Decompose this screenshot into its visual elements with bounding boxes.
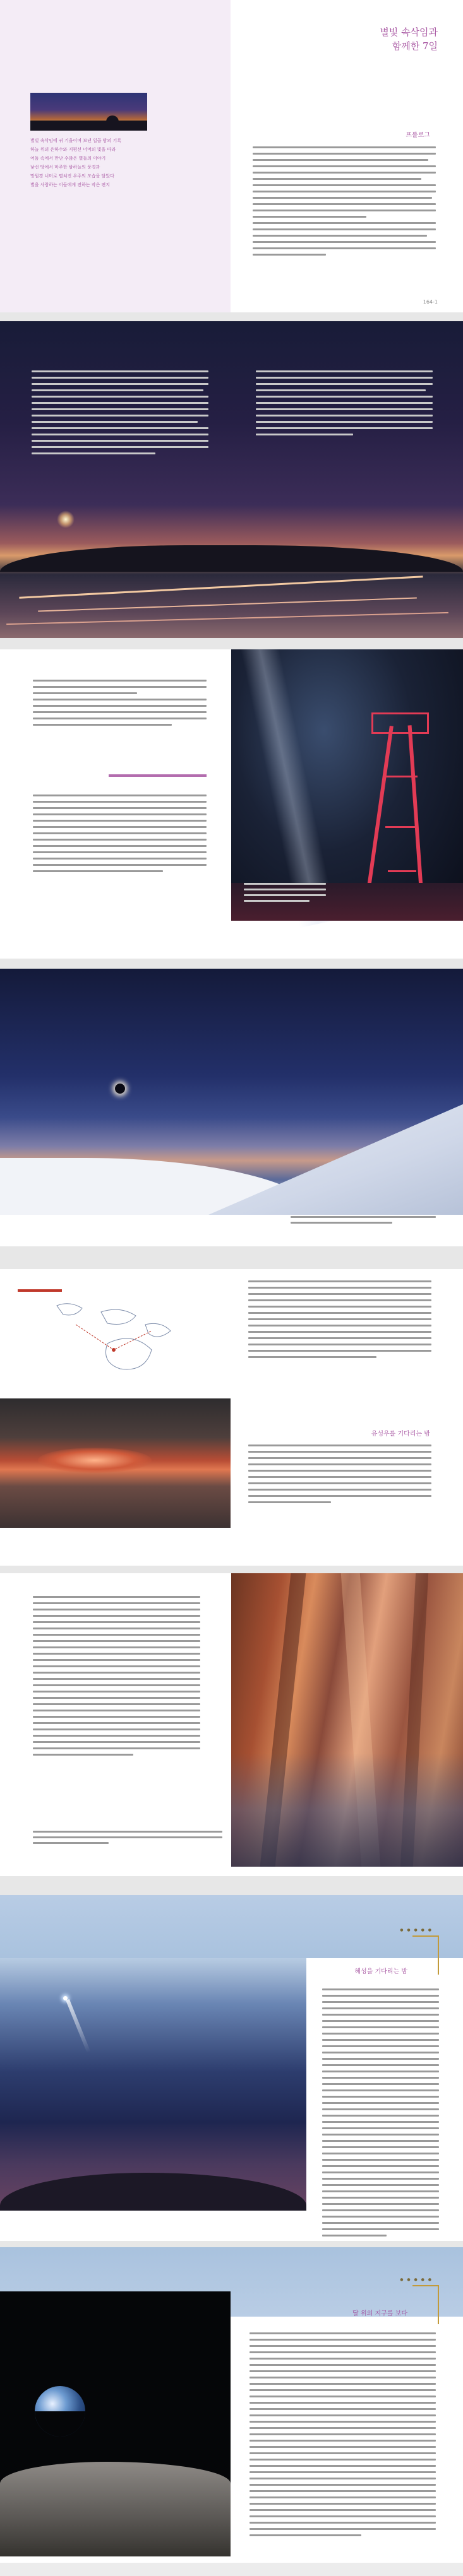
body-text: [253, 146, 436, 256]
intro-line: 망원경 너머로 펼쳐진 우주의 모습을 담았다: [30, 174, 114, 179]
silhouette: [30, 121, 147, 131]
photo-red-tower: [231, 649, 463, 921]
section-heading: 달 위의 지구를 보다: [352, 2310, 407, 2317]
body-text-right-2: [248, 1445, 431, 1503]
body-text-left: [32, 370, 208, 454]
section-heading: 혜성을 기다리는 밤: [354, 1968, 407, 1975]
intro-line: 별빛 속삭임에 귀 기울이며 보낸 일곱 밤의 기록: [30, 138, 122, 143]
photo-lava-field: [0, 1398, 231, 1528]
photo-caption: [33, 1831, 222, 1844]
spread-map-lava: [0, 1269, 463, 1566]
road-light-streak: [19, 576, 423, 598]
photo-eclipse-sky: [0, 969, 463, 1208]
photo-canyon: [231, 1573, 463, 1867]
tower-brace: [388, 870, 416, 872]
body-text: [250, 2332, 436, 2536]
tower-brace: [383, 776, 418, 777]
intro-text: [30, 136, 157, 189]
body-text: [322, 1988, 439, 2236]
map-illustration: [13, 1287, 221, 1375]
spread-milky-way-tower: [0, 649, 463, 959]
intro-line: 하늘 위의 은하수와 지평선 너머의 빛을 따라: [30, 147, 116, 152]
gold-bracket: [412, 1935, 439, 1975]
spread-eclipse: [0, 969, 463, 1246]
gold-bracket: [412, 2285, 439, 2324]
spread-night-road: [0, 321, 463, 638]
spread-canyon: [0, 1573, 463, 1876]
page-number: 164-1: [423, 299, 438, 305]
intro-line: 별을 사랑하는 이들에게 전하는 작은 편지: [30, 182, 111, 187]
intro-line: 어둠 속에서 만난 수많은 별들의 이야기: [30, 156, 106, 161]
body-text-bottom: [33, 795, 207, 872]
road-light-streak: [38, 598, 417, 612]
body-text-right: [256, 370, 433, 435]
hawaii-islands-map: [13, 1287, 221, 1375]
photo-comet-sky: [0, 1958, 306, 2211]
intro-line: 낯선 땅에서 마주한 밤하늘의 풍경과: [30, 165, 100, 170]
photo-observatory-dusk: [30, 93, 147, 131]
photo-caption: [244, 883, 326, 902]
photo-earthrise: [0, 2291, 231, 2556]
horizon-hills: [0, 2173, 306, 2211]
chapter-title: [380, 25, 438, 53]
water-pool: [231, 1753, 463, 1867]
lava-glow: [38, 1448, 152, 1473]
dot-ornament: ● ● ● ● ●: [400, 1928, 433, 1932]
road-light-streak: [6, 612, 448, 625]
spread-title: [0, 0, 463, 312]
section-heading: 유성우를 기다리는 밤: [371, 1431, 430, 1438]
top-band: [0, 1895, 463, 1958]
body-text-left: [33, 1596, 200, 1756]
comet-tail: [66, 1999, 90, 2053]
earth: [35, 2386, 85, 2437]
title-line-1: 별빛 속삭임과: [380, 27, 438, 38]
tree-silhouette: [0, 545, 463, 572]
silhouette-dome: [106, 115, 119, 123]
title-line-2: 함께한 7일: [392, 40, 438, 52]
eclipse-sun: [115, 1084, 125, 1094]
spread-earthrise: [0, 2247, 463, 2563]
body-text-top: [33, 680, 207, 726]
section-heading: 프롤로그: [406, 132, 430, 139]
spread-comet: [0, 1895, 463, 2241]
tower-brace: [385, 826, 417, 828]
photo-caption: [291, 1216, 436, 1224]
moon-surface: [0, 2462, 231, 2556]
light-glow: [57, 511, 75, 528]
pullquote-accent: [109, 774, 207, 777]
dot-ornament: ● ● ● ● ●: [400, 2278, 433, 2282]
tower-platform: [371, 712, 429, 734]
body-text-right: [248, 1280, 431, 1358]
earth-shadow: [35, 2411, 85, 2437]
